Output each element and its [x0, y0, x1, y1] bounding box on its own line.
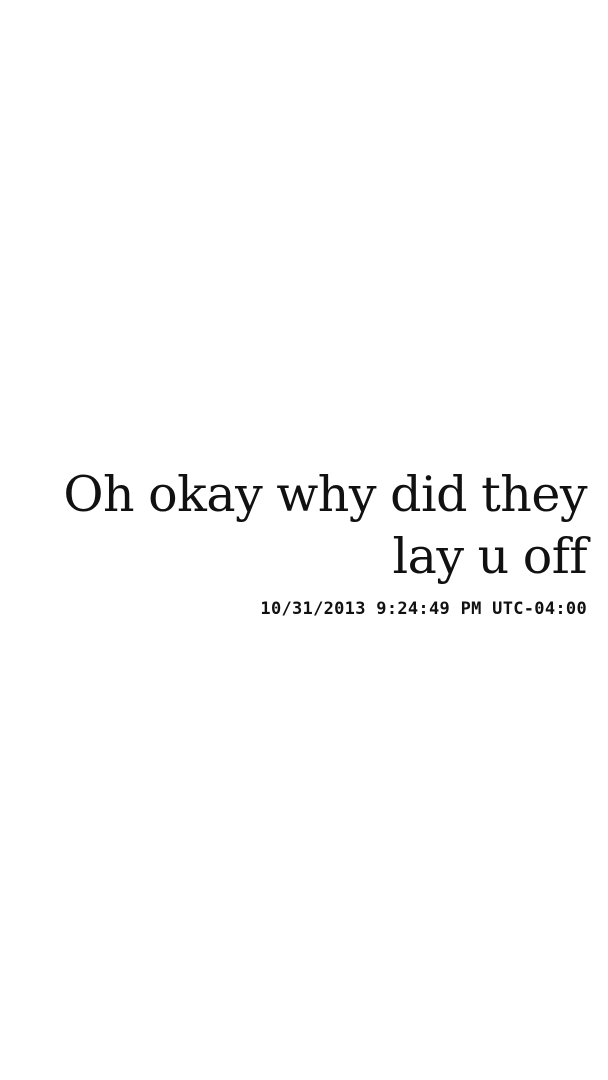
- message-timestamp: 10/31/2013 9:24:49 PM UTC-04:00: [260, 599, 587, 619]
- message-bubble: [20, 464, 587, 620]
- message-text: Oh okay why did they lay u off: [63, 466, 587, 585]
